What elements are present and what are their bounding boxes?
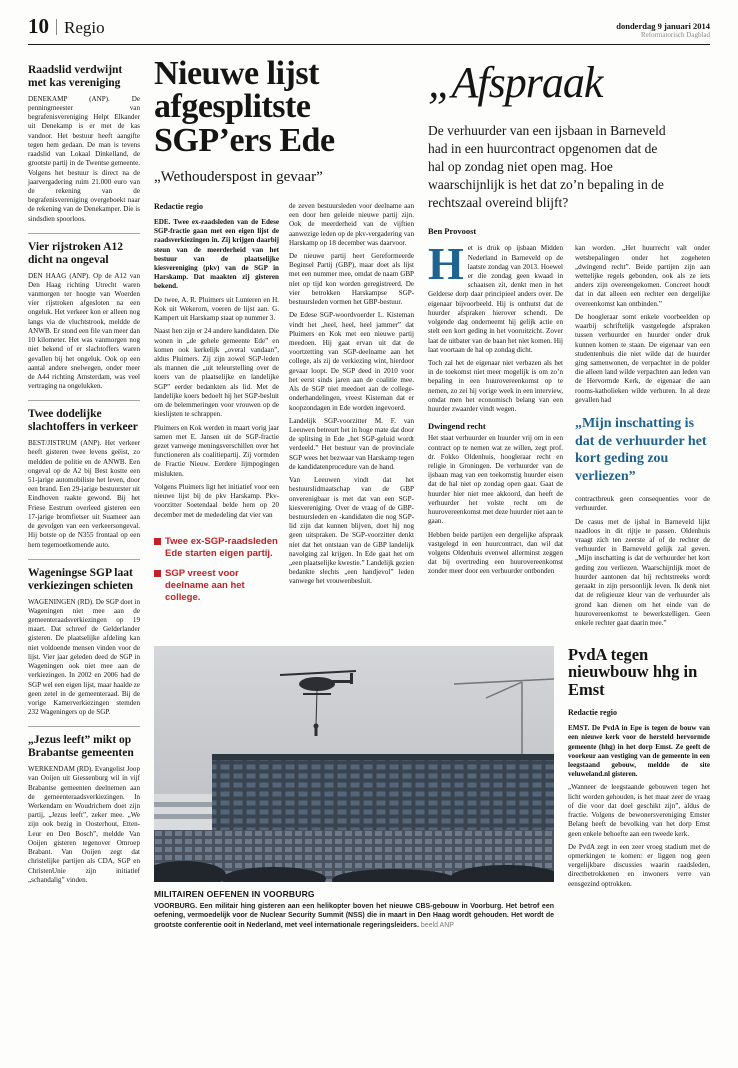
paragraph: De hoogleraar somt enkele voorbeelden op waarbij schriftelijk vastgelegde afspraken tussen verhuurder en huurder onder druk kunnen komen te staan. De eigenaar van een studentenhuis die niet wilde dat de huurder ging samenwonen, de verpachter in de polder die alleen land wilde verpachten aan leden van de Hervormde Kerk, de eigenaar die aan rooms-katholieken wilde verhuren. In al deze gevallen had — [575, 312, 710, 404]
brief-article-a12 — [28, 233, 140, 392]
brief-title: Vier rijstroken A12 dicht na ongeval — [28, 240, 123, 266]
page-number: 10 — [28, 14, 49, 38]
feature-byline: Redactie regio — [154, 201, 203, 211]
brief-body: BEST/JISTRUM (ANP). Het verkeer heeft gisteren twee levens geëist, zo meldden de politie en de ANWB. Een ongeval op de A2 bij Best kostte een 51-jarige automobiliste het leven, door een brand. Een 29-jarige bestuurster uit Eindhoven raakte gewond. Bij het Friese Eestrum overleed gisteren een 17-jarige bromfietser uit Suameer aan de gevolgen van een verkeersongeval. Hij botste op de N355 frontaal op een hem tegemoetkomende auto. — [28, 439, 140, 549]
paragraph: Het staat verhuurder en huurder vrij om in een contract op te nemen wat ze willen, zegt prof. dr. Fokko Oldenhuis, hoogleraar recht en religie in Groningen. De verhuurder van de ijsbaan mag van een toekomstig huurder eisen dat de hal niet op zondag open gaat. Gaat de huurder hier niet mee akkoord, dan heeft de verhuurder het volste recht om de huurovereenkomst met deze huurder niet aan te gaan. — [428, 434, 563, 526]
paragraph: De Edese SGP-woordvoerder L. Kisteman vindt het „heel, heel, heel jammer” dat Pluimers en Kok met een nieuwe partij meedoen. Hij gaat ervan uit dat de voortzetting van SGP-deelname aan het college, als zij de verkiezing wint, hierdoor gevaar loopt. De SGP deed in 2010 voor het eerst sinds jaren aan de coalitie mee. Als de SGP niet meedoet aan de college-onderhandelingen, vreest Kisteman dat er koopzondagen in Ede worden ingevoerd. — [289, 311, 414, 412]
brief-title: Wageningse SGP laat verkiezingen schieten — [28, 566, 134, 592]
section-title: Regio — [64, 18, 105, 37]
paragraph: De PvdA zegt in een zeer vroeg stadium met de opmerkingen te komen: er liggen nog geen vergelijkbare discussies waarin raadsleden, directbetrokkenen en inwoners verre van eensgezind optrokken. — [568, 842, 710, 888]
paragraph: Pluimers en Kok werden in maart vorig jaar samen met E. Jansen uit de SGP-fractie gezet vanwege meningsverschillen over het functioneren als coalitiepartij. Zij vormden de Fractie Nieuw. Eerdere lijmpogingen mislukten. — [154, 423, 279, 478]
brief-article-jezus-leeft — [28, 726, 140, 885]
photo-caption-text: VOORBURG. Een militair hing gisteren aan een helikopter boven het nieuwe CBS-gebouw in Voorburg. Het betrof een oefening, vermoedelijk voor de Nuclear Security Summit (NSS) die in maart in Den Haag wordt gehouden. Het wordt de grootste conferentie ooit in Nederland, met veel internationale regeringsleiders. — [154, 903, 554, 929]
pvda-headline: PvdA tegen nieuwbouw hhg in Emst — [568, 645, 698, 699]
opinion-byline: Ben Provoost — [428, 226, 477, 237]
briefs-column — [28, 57, 140, 930]
brief-article-wageningen — [28, 559, 140, 718]
paragraph: Naast hen zijn er 24 andere kandidaten. Die wonen in „de gehele gemeente Ede” en komen ook kerkelijk „overal vandaan”, aldus Pluimers. Zij zijn zowel SGP-leden als mannen die „uit teleurstelling over de koers van de plaatselijke en landelijke SGP” eerder bedankten als lid. Met de landelijke koers bedoelt hij het SGP-besluit om de belemmeringen voor vrouwen op de kieslijsten te schrappen. — [154, 327, 279, 419]
brief-body: WERKENDAM (RD). Evangelist Joop van Ooijen uit Giessenburg wil in vijf Brabantse gemeenten deelnemen aan de gemeenteraadsverkiezingen. In Werkendam en Woudrichem doet zijn partij, „Jezus leeft”, zeker mee. „We zijn ook bezig in Oosterhout, Etten-Leur en Den Bosch”, meldde Van Ooijen gisteren tegenover Omroep Brabant. Van Ooijen zegt dat christelijke partijen als CDA, SGP en ChristenUnie zijn initiatief „schandalig” vinden. — [28, 765, 140, 884]
paragraph: De casus met de ijshal in Barneveld lijkt naadloos in dit rijtje te passen. Oldenhuis vraagt zich ten zeerste af of de rechter de verhuurder in Barneveld gelijk zal geven. „Mijn inschatting is dat de verhuurder het kort geding zou verliezen. Waarschijnlijk moet de huurder aantonen dat hij rechtstreeks wordt geraakt in zijn persoonlijk leven. Ik denk niet dat de religieuze kleur van de verhuurder als grond kan dienen om het einde van de huurovereenkomst te bewerkstelligen. Geen enkele rechter gaat daarin mee.” — [575, 517, 710, 627]
bullet-square-icon — [154, 538, 161, 545]
pvda-byline: Redactie regio — [568, 708, 617, 718]
brief-body: WAGENINGEN (RD). De SGP doet in Wageningen niet mee aan de gemeenteraadsverkiezingen op 19 maart. Dat schreef de Gelderlander gisteren. De plaatselijke afdeling kan niet voldoende mensen vinden voor de lijst. Vier jaar geleden deed de SGP in Wageningen ook niet mee aan de verkiezingen. In 2002 en 2006 had de SGP wel een eigen lijst, maar haalde ze geen zetel in de gemeenteraad. Bij de vorige Kamerverkiezingen stemden 232 Wageningers op de SGP. — [28, 597, 141, 717]
brief-title: Twee dodelijke slachtoffers in verkeer — [28, 408, 138, 434]
page-header — [28, 14, 710, 45]
feature-bullet-list — [154, 536, 279, 604]
photo-caption — [154, 902, 554, 930]
bullet-item — [154, 568, 279, 604]
paragraph: „Wanneer de leegstaande gebouwen tegen het licht worden gehouden, is het maar zeer de vraag of die voor dat doel geschikt zijn”, aldus de fractie. Volgens de bewonersvereniging Emster Belang heeft de bevolking van het dorp Emst geen enkele behoefte aan een tweede kerk. — [568, 783, 710, 838]
brief-article-verkeer — [28, 400, 140, 549]
header-divider — [56, 19, 57, 35]
paragraph: Volgens Pluimers ligt het initiatief voor een nieuwe lijst bij de pkv Harskamp. Pkv-voorzitter Soetendaal belde hem op 20 december met de mededeling dat vier van — [154, 482, 279, 519]
subhead-dwingend-recht: Dwingend recht — [428, 421, 486, 432]
brief-article-raadslid — [28, 57, 140, 224]
bullet-text: Twee ex-SGP-raadsleden Ede starten eigen partij. — [165, 535, 278, 559]
pull-quote: „Mijn inschatting is dat de verhuurder het kort geding zou verliezen” — [575, 416, 707, 484]
publication-name: Reformatorisch Dagblad — [640, 31, 710, 39]
feature-subhead: „Wethouderspost in gevaar” — [154, 168, 323, 185]
paragraph: Van Leeuwen vindt dat het bestuurslidmaatschap van de GBP onverenigbaar is met dat van een SGP-kiesvereniging. Over de vraag of de GBP-bestuursleden en -kandidaten die nog SGP-lid zijn dat kunnen blijven, doet hij nog geen uitspraken. De SGP-voorzitter denkt niet dat het ontstaan van de GBP landelijk navolging zal krijgen. In Ede gaat het om „een plaatselijke kwestie.” Landelijk gezien bedankte slechts „een handjevol” leden vanwege het vrouwenbesluit. — [289, 476, 414, 586]
feature-column-2 — [289, 202, 414, 613]
paragraph: kan worden. „Het huurrecht valt onder wetsbepalingen onder het zogeheten „dwingend recht”. Beide partijen zijn aan wettelijke regels gebonden, ook als ze iets anders zijn overeengekomen. Concreet houdt dat in dat alleen een rechter een dergelijke overeenkomst kan ontbinden.” — [575, 244, 710, 308]
opinion-article-afspraak — [428, 57, 710, 632]
feature-article-sgp-ede — [154, 57, 414, 632]
paragraph: De nieuwe partij heet Gereformeerde Beginsel Partij (GBP), maar doet als lijst met een nummer mee, omdat de naam GBP niet op tijd kon worden geregistreerd. De vier betrokken Harskampse SGP-bestuursleden vormen het GBP-bestuur. — [289, 252, 414, 307]
news-photo-helicopter-cbs — [154, 646, 554, 882]
opinion-intro: De verhuurder van een ijsbaan in Barneveld had in een huurcontract opgenomen dat de hal op zondag niet open mag. Hoe waarschijnlijk is het dat zo’n bepaling in de rechtszaal overeind blijft? — [428, 123, 666, 211]
paragraph: Hebben beide partijen een dergelijke afspraak vastgelegd in een huurcontract, dan wil dat volgens Oldenhuis evenwel allerminst zeggen dat bij overtreding een huurovereenkomst zonder meer door een verhuurder ontbonden — [428, 530, 563, 576]
photo-credit: beeld ANP — [420, 921, 454, 929]
feature-headline: Nieuwe lijst afgesplitste SGP’ers Ede — [154, 55, 335, 159]
paragraph: De twee, A. R. Pluimers uit Lunteren en H. Kok uit Wekerom, voeren de lijst aan. G. Kampert uit Harskamp staat op nummer 3. — [154, 295, 279, 323]
photo-block — [154, 646, 554, 930]
opinion-headline: „Afspraak — [428, 58, 603, 107]
paragraph: de zeven bestuursleden voor deelname aan een door hen geleide nieuwe partij zijn. Ook de meerderheid van de vijftien aanwezige leden op de pkv-vergadering van Harskamp op 18 december was daarvoor. — [289, 201, 414, 247]
paragraph: et is druk op ijsbaan Midden Nederland in Barneveld op de laatste zondag van 2013. Hoewel er die zondag geen kwaad in schaatsen zit, denkt men in het Gelderse dorp daar principieel anders over. De eigenaar bijvoorbeeld. Hij is onthutst dat de huurder afspraken hierover schendt. De volgende dag onderneemt hij gelijk actie en stelt een kort geding in het vooruitzicht. Zover laat de uitbater van de baan het niet komen. Hij laat voortaan de hal op zondag dicht. — [428, 244, 563, 354]
brief-body: DEN HAAG (ANP). Op de A12 van Den Haag richting Utrecht waren vanmorgen ter hoogte van Woerden vier rijstroken afgesloten na een ongeluk. Het verkeer kon er alleen nog langs via de vluchtstrook, meldde de ANWB. Er stond een file van meer dan 10 kilometer. Het was vanmorgen nog niet bekend of er slachtoffers waren gevallen bij het ongeluk. Ook op een aantal andere snelwegen, onder meer de A44 richting Amsterdam, was veel vertraging na ongelukken. — [28, 271, 140, 391]
feature-column-1 — [154, 202, 279, 613]
paragraph: Toch zal het de eigenaar niet verbazen als het in de toekomst niet meer mogelijk is om zo’n bepaling in een huurovereenkomst op te nemen, zo zei hij vorige week in een interview, omdat men het economisch belang van een huurder zwaarder vindt wegen. — [428, 359, 563, 414]
paragraph: EMST. De PvdA in Epe is tegen de bouw van een nieuwe kerk voor de hersteld hervormde gemeente (hhg) in het dorp Emst. Ze geeft de voorkeur aan vestiging van de gemeente in een leegstaand gebouw, meldde de site veluweland.nl gisteren. — [568, 724, 710, 779]
drop-cap: H — [428, 238, 464, 290]
brief-title: Raadslid verdwijnt met kas vereniging — [28, 64, 123, 89]
paragraph: contractbreuk geen consequenties voor de verhuurder. — [575, 495, 710, 513]
edition-date: donderdag 9 januari 2014 — [616, 21, 710, 31]
brief-title: „Jezus leeft” mikt op Brabantse gemeenten — [28, 734, 134, 760]
brief-body: DENEKAMP (ANP). De penningmeester van begrafenisvereniging Helpt Elkander uit Denekamp is er met de kas vandoor. Het bestuur heeft aangifte tegen hem gedaan. De man is tevens raadslid van Lokaal Dinkelland, de grootste partij in de Twentse gemeente. Volgens het bestuur is direct na de jaarvergadering ruim 21.000 euro van de rekening van de begrafenisvereniging overgeboekt naar de rekening van de Denekamper. Die is sindsdien spoorloos. — [28, 94, 140, 223]
pvda-article-emst — [568, 646, 710, 930]
photo-kicker: MILITAIREN OEFENEN IN VOORBURG — [154, 889, 315, 900]
opinion-column-1 — [428, 238, 563, 632]
paragraph: EDE. Twee ex-raadsleden van de Edese SGP-fractie gaan met een eigen lijst de raadsverkiezingen in. Zij krijgen daarbij steun van de meerderheid van het bestuur van de plaatselijke kiesvereniging (pkv) van de SGP in Harskamp. Dat maakten zij gisteren bekend. — [154, 217, 279, 291]
paragraph: Landelijk SGP-voorzitter M. F. van Leeuwen betreurt het in hoge mate dat door de splitsing in Ede „het SGP-geluid wordt verdeeld.” Het bestuur van de provinciale SGP wees het bezwaar van Harskamp tegen de kandidatenprocedure van de hand. — [289, 416, 414, 471]
photo-illustration — [154, 646, 554, 882]
bullet-text: SGP vreest voor deelname aan het college. — [165, 568, 245, 604]
bullet-square-icon — [154, 570, 161, 577]
opinion-column-2 — [575, 244, 710, 632]
bullet-item — [154, 536, 279, 560]
